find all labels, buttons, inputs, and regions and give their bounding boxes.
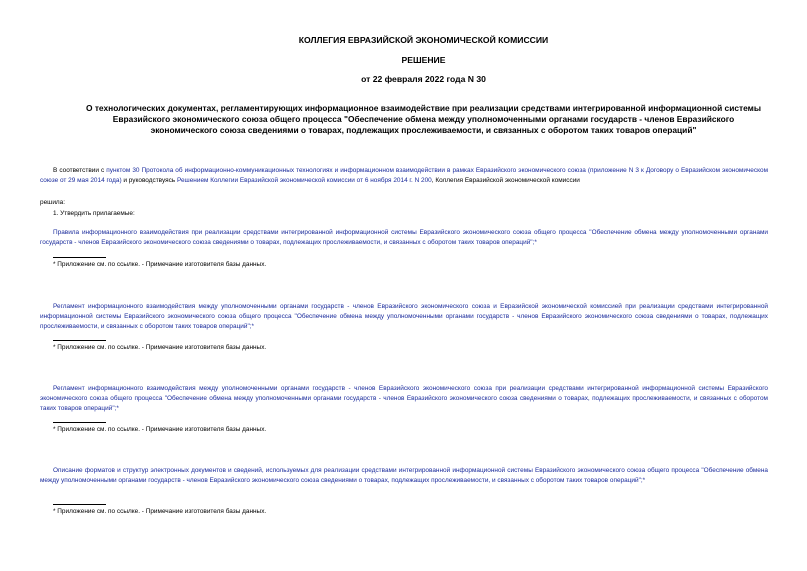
approved-document-3 [40, 384, 768, 415]
date-number-heading: от 22 февраля 2022 года N 30 [361, 74, 486, 84]
footnote-divider [53, 340, 106, 341]
organization-heading: КОЛЛЕГИЯ ЕВРАЗИЙСКОЙ ЭКОНОМИЧЕСКОЙ КОМИССИИ [298, 35, 549, 45]
footnote-divider [53, 422, 106, 423]
document-title [40, 103, 807, 136]
protocol-link[interactable]: пунктом 30 Протокола об информационно-коммуникационных технологиях и информационном взаимодействии в рамках Евразийского экономического союза (приложение N 3 к Договору о Евразийском экономическом союзе от 29 мая 2014 года) [40, 167, 768, 185]
approved-document-4 [40, 466, 768, 486]
doc-type-heading: РЕШЕНИЕ [401, 55, 446, 65]
footnote-text: * Приложение см. по ссылке. - Примечание изготовителя базы данных. [53, 344, 267, 351]
footnote-text: * Приложение см. по ссылке. - Примечание изготовителя базы данных. [53, 261, 267, 268]
preamble-end: , Коллегия Евразийской экономической комиссии [431, 177, 580, 185]
approved-document-link[interactable]: Регламент информационного взаимодействия между уполномоченными органами государств - членов Евразийского экономического союза и Евразийской экономической комиссией при реализации средствами интегрированной информационной системы Евразийского экономического союза общего процесса "Обеспечение обмена между уполномоченными органами государств - членов Евразийского экономического союза сведениями о товарах, подлежащих прослеживаемости, и связанных с оборотом таких товаров операций";* [40, 303, 768, 331]
preamble-intro: В соответствии с [53, 167, 107, 174]
document-title-line: экономического союза сведениями о товарах, подлежащих прослеживаемости, и связанных с оборотом таких товаров операций" [150, 125, 697, 135]
document-title-line: Евразийского экономического союза общего процесса "Обеспечение обмена между уполномоченными органами государств - членов Евразийского [112, 114, 735, 124]
approved-document-2 [40, 302, 768, 333]
resolved-label: решила: [40, 199, 66, 206]
preamble-middle: и руководствуясь [121, 177, 177, 185]
approved-document-link[interactable]: Регламент информационного взаимодействия между уполномоченными органами государств - членов Евразийского экономического союза при реализации средствами интегрированной информационной системы Евразийского экономического союза общего процесса "Обеспечение обмена между уполномоченными органами государств - членов Евразийского экономического союза сведениями о товарах, подлежащих прослеживаемости, и связанных с оборотом таких товаров операций";* [40, 385, 768, 413]
preamble-paragraph [40, 166, 768, 186]
item-1-heading: 1. Утвердить прилагаемые: [53, 210, 135, 217]
approved-document-1 [40, 228, 768, 248]
footnote-text: * Приложение см. по ссылке. - Примечание изготовителя базы данных. [53, 508, 267, 515]
decision-link[interactable]: Решением Коллегии Евразийской экономической комиссии от 6 ноября 2014 г. N 200 [176, 177, 432, 185]
approved-document-link[interactable]: Описание форматов и структур электронных документов и сведений, используемых для реализации средствами интегрированной информационной системы Евразийского экономического союза общего процесса "Обеспечение обмена между уполномоченными органами государств - членов Евразийского экономического союза сведениями о товарах, подлежащих прослеживаемости, и связанных с оборотом таких товаров операций";* [40, 467, 768, 485]
footnote-divider [53, 257, 106, 258]
document-title-line: О технологических документах, регламентирующих информационное взаимодействие при реализации средствами интегрированной информационной системы [85, 103, 762, 113]
footnote-text: * Приложение см. по ссылке. - Примечание изготовителя базы данных. [53, 426, 267, 433]
approved-document-link[interactable]: Правила информационного взаимодействия при реализации средствами интегрированной информационной системы Евразийского экономического союза общего процесса "Обеспечение обмена между уполномоченными органами государств - членов Евразийского экономического союза сведениями о товарах, подлежащих прослеживаемости, и связанных с оборотом таких товаров операций";* [40, 229, 768, 247]
footnote-divider [53, 504, 106, 505]
